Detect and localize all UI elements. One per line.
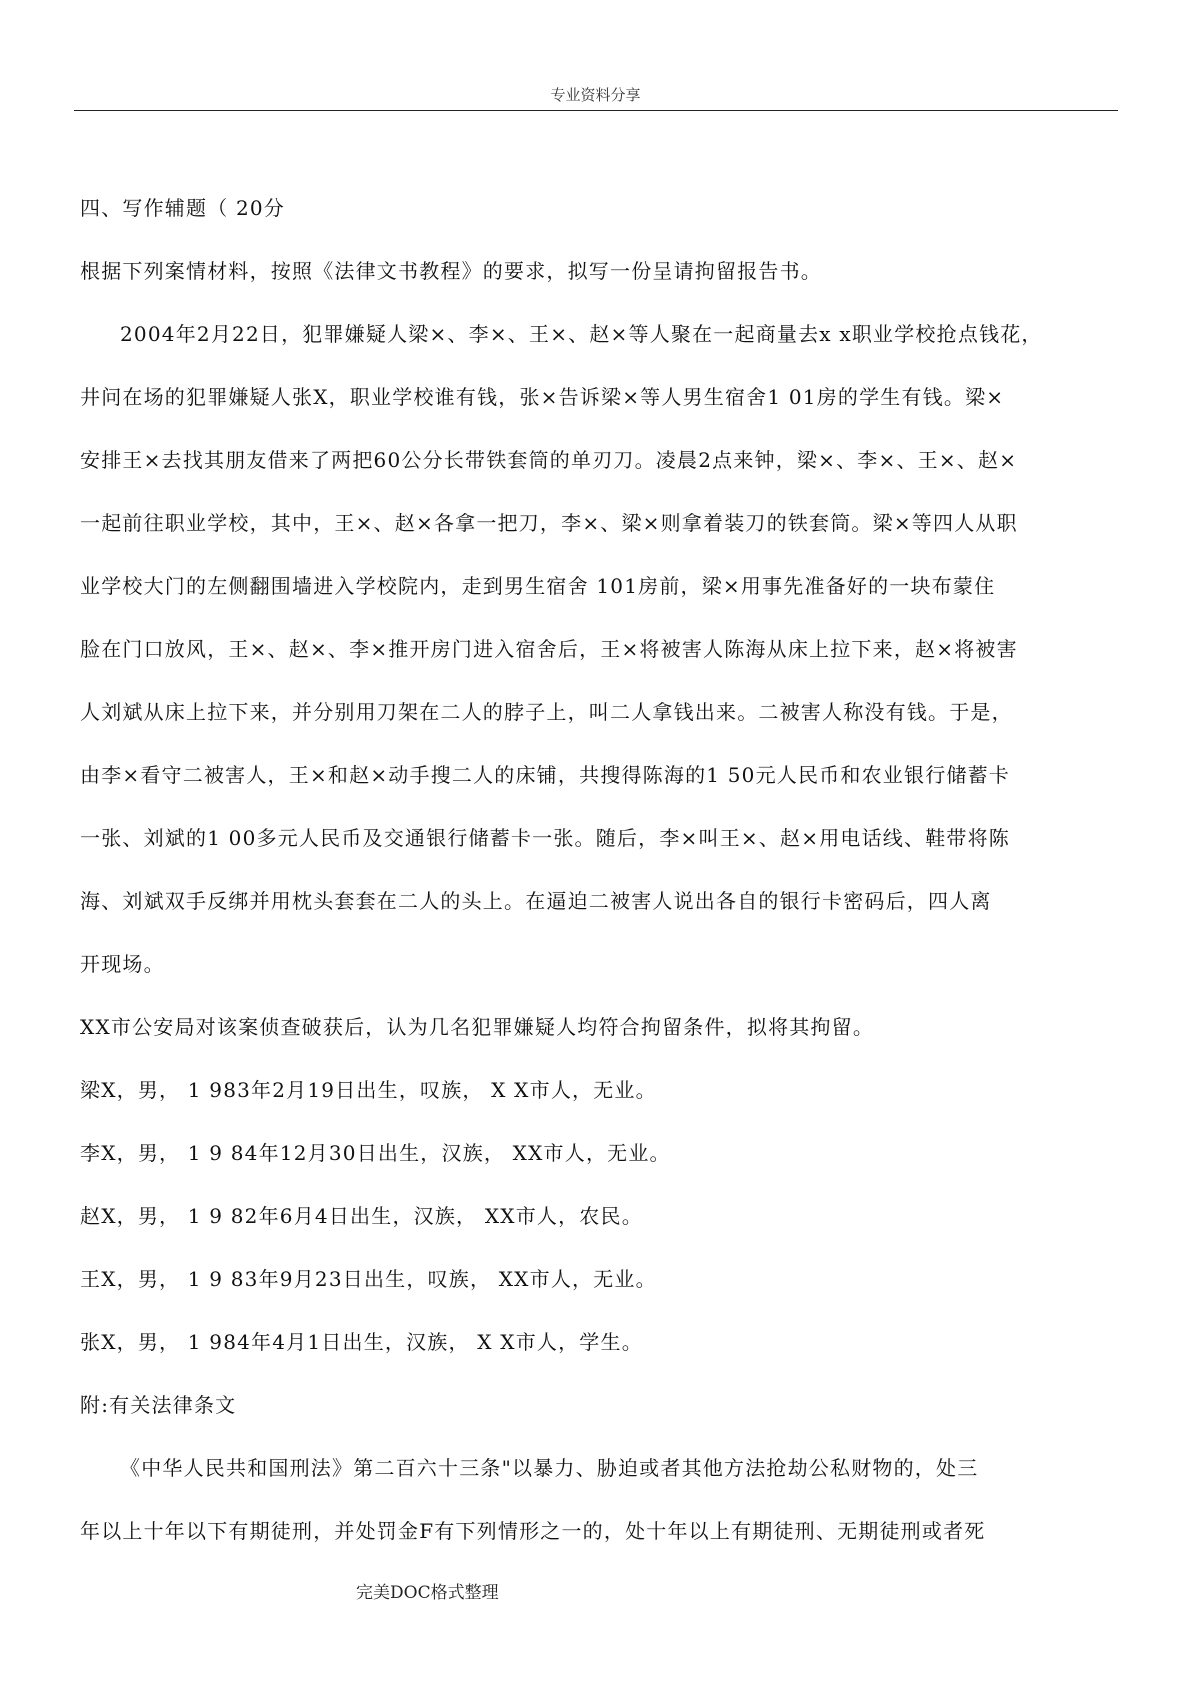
- page-footer: 完美DOC格式整理: [356, 1583, 499, 1603]
- case-line: 一起前往职业学校，其中，王×、赵×各拿一把刀，李×、梁×则拿着装刀的铁套筒。梁×等四人从职: [80, 511, 1018, 535]
- case-line: 海、刘斌双手反绑并用枕头套套在二人的头上。在逼迫二被害人说出各自的银行卡密码后，四人离: [80, 889, 992, 913]
- case-line: 由李×看守二被害人，王×和赵×动手搜二人的床铺，共搜得陈海的1 50元人民币和农业银行储蓄卡: [80, 763, 1011, 787]
- decision-paragraph: XX市公安局对该案侦查破获后，认为几名犯罪嫌疑人均符合拘留条件，拟将其拘留。: [80, 1015, 875, 1039]
- instruction-paragraph: 根据下列案情材料，按照《法律文书教程》的要求，拟写一份呈请拘留报告书。: [80, 259, 822, 283]
- section-title: 四、写作辅题（ 20分: [80, 196, 286, 220]
- law-line: 《中华人民共和国刑法》第二百六十三条"以暴力、胁迫或者其他方法抢劫公私财物的，处三: [120, 1456, 979, 1480]
- appendix-title: 附:有关法律条文: [80, 1393, 237, 1417]
- suspect-entry: 梁X，男， 1 983年2月19日出生，叹族， X X市人，无业。: [80, 1078, 657, 1102]
- case-line: 安排王×去找其朋友借来了两把60公分长带铁套筒的单刃刀。凌晨2点来钟，梁×、李×、王×、赵×: [80, 448, 1018, 472]
- suspect-entry: 张X，男， 1 984年4月1日出生，汉族， X X市人，学生。: [80, 1330, 643, 1354]
- case-line: 业学校大门的左侧翻围墙进入学校院内，走到男生宿舍 101房前，梁×用事先准备好的一块布蒙住: [80, 574, 996, 598]
- case-line: 开现场。: [80, 952, 165, 976]
- header-title: 专业资料分享: [550, 86, 641, 104]
- law-line: 年以上十年以下有期徒刑，并处罚金F有下列情形之一的，处十年以上有期徒刑、无期徒刑或者死: [80, 1519, 986, 1543]
- case-line: 一张、刘斌的1 00多元人民币及交通银行储蓄卡一张。随后，李×叫王×、赵×用电话线、鞋带将陈: [80, 826, 1011, 850]
- suspect-entry: 赵X，男， 1 9 82年6月4日出生，汉族， XX市人，农民。: [80, 1204, 643, 1228]
- case-line: 人刘斌从床上拉下来，并分别用刀架在二人的脖子上，叫二人拿钱出来。二被害人称没有钱。于是，: [80, 700, 1013, 724]
- case-line: 2004年2月22日，犯罪嫌疑人梁×、李×、王×、赵×等人聚在一起商量去x x职业学校抢点钱花，: [120, 322, 1043, 346]
- header-divider: [74, 110, 1118, 111]
- suspect-entry: 王X，男， 1 9 83年9月23日出生，叹族， XX市人，无业。: [80, 1267, 657, 1291]
- case-line: 脸在门口放风，王×、赵×、李×推开房门进入宿舍后，王×将被害人陈海从床上拉下来，赵×将被害: [80, 637, 1018, 661]
- suspect-entry: 李X，男， 1 9 84年12月30日出生，汉族， XX市人，无业。: [80, 1141, 671, 1165]
- case-line: 井问在场的犯罪嫌疑人张X，职业学校谁有钱，张×告诉梁×等人男生宿舍1 01房的学生有钱。梁×: [80, 385, 1005, 409]
